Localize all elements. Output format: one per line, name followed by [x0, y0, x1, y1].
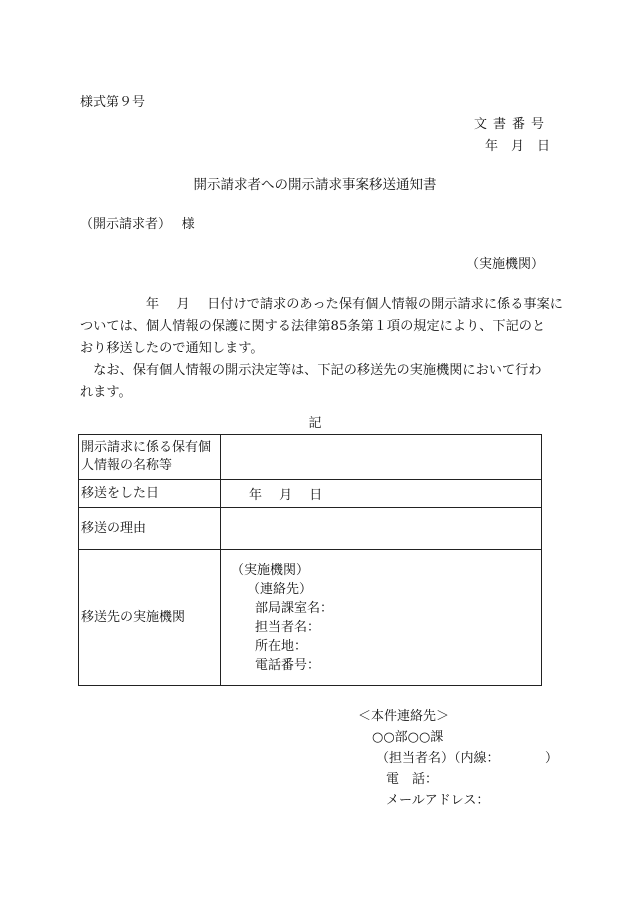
body-para1-line2: ついては、個人情報の保護に関する法律第85条第１項の規定により、下記のと	[80, 319, 546, 334]
table-row	[79, 508, 542, 550]
table-label-transfer-reason: 移送の理由	[79, 508, 221, 550]
document-title: 開示請求者への開示請求事案移送通知書	[193, 177, 437, 193]
table-label-destination: 移送先の実施機関	[79, 550, 221, 686]
contact-person: （担当者名）（内線： ）	[376, 751, 559, 766]
document-number-label: 文書番号	[473, 117, 550, 132]
table-row	[79, 480, 542, 508]
dest-department: 部局課室名：	[255, 600, 334, 616]
table-row	[79, 435, 542, 480]
dest-agency: （実施機関）	[231, 562, 310, 578]
contact-block	[358, 706, 558, 811]
dest-person: 担当者名：	[255, 619, 321, 635]
contact-phone: 電 話：	[386, 772, 439, 787]
dest-contact: （連絡先）	[247, 581, 313, 597]
table-value-transfer-date: 年 月 日	[221, 480, 542, 508]
body-para1-line1: 年 月 日付けで請求のあった保有個人情報の開示請求に係る事案に	[80, 297, 563, 312]
addressee: （開示請求者） 様	[80, 217, 195, 232]
table-row	[79, 550, 542, 686]
body-para2-line2: れます。	[80, 385, 132, 400]
body-para2-line1: なお、保有個人情報の開示決定等は、下記の移送先の実施機関において行わ	[80, 363, 542, 378]
contact-heading: ＜本件連絡先＞	[358, 709, 450, 724]
dest-phone: 電話番号：	[255, 657, 321, 673]
contact-email: メールアドレス：	[386, 793, 490, 808]
label-line: 人情報の名称等	[81, 458, 173, 473]
info-table	[78, 434, 542, 686]
body-text	[80, 294, 563, 404]
form-number: 様式第９号	[80, 95, 146, 110]
table-label-transfer-date: 移送をした日	[79, 480, 221, 508]
table-value-item-name	[221, 435, 542, 480]
table-value-transfer-reason	[221, 508, 542, 550]
table-value-destination	[221, 550, 542, 686]
table-label-item-name	[79, 435, 221, 480]
body-para1-line3: おり移送したので通知します。	[80, 341, 264, 356]
date-line: 年 月 日	[484, 139, 550, 154]
ki-heading: 記	[308, 416, 322, 431]
contact-department: ○○部○○課	[372, 730, 444, 745]
dest-address: 所在地：	[255, 638, 308, 654]
issuer-agency: （実施機関）	[465, 257, 544, 272]
label-line: 開示請求に係る保有個	[81, 440, 212, 455]
